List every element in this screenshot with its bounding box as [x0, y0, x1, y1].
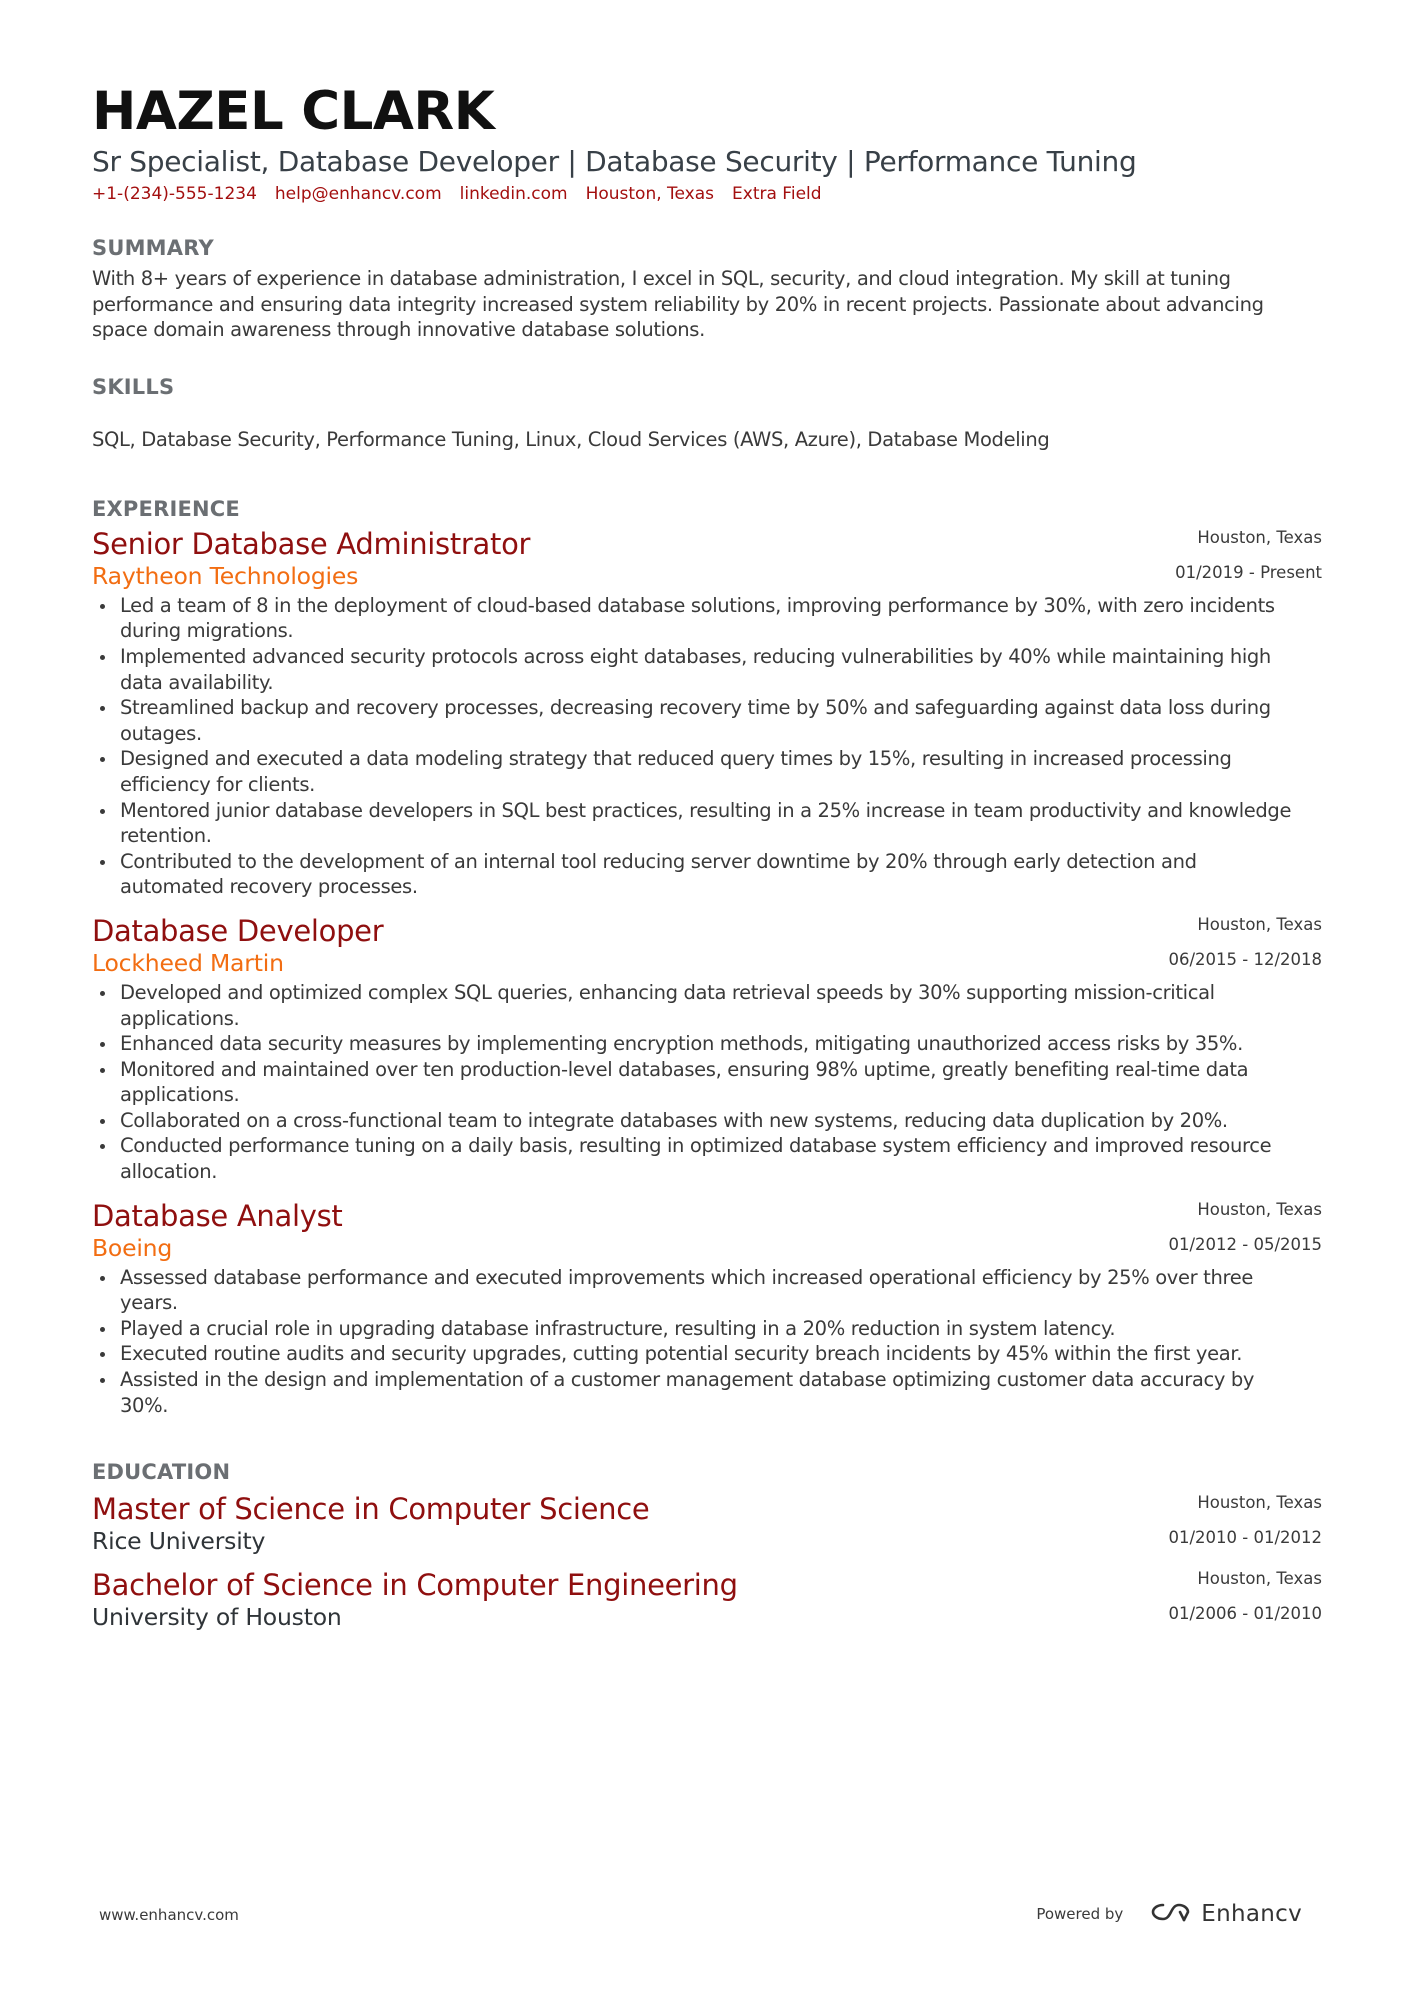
summary-text: With 8+ years of experience in database administration, I excel in SQL, security, and cloud integration. My skill at tuning performance and ensuring data integrity increased system reliability by 20% in recent projects. Passionate about advancing space domain awareness through innovative database solutions. [92, 267, 1264, 342]
education-entry [92, 1568, 1322, 1630]
job-period: 06/2015 - 12/2018 [1168, 949, 1322, 969]
job-bullet-list [92, 980, 1322, 1185]
job-title: Database Developer [92, 913, 384, 948]
job-bullet-list [92, 593, 1322, 900]
job-period: 01/2019 - Present [1175, 562, 1322, 582]
degree-title: Bachelor of Science in Computer Engineering [92, 1568, 738, 1603]
job-bullet: Contributed to the development of an internal tool reducing server downtime by 20% through early detection and automated recovery processes. [92, 849, 1322, 900]
experience-entry-header [92, 1199, 1322, 1265]
job-title: Database Analyst [92, 1198, 343, 1233]
company-name: Boeing [92, 1233, 173, 1262]
education-entry-header [92, 1568, 1322, 1630]
job-bullet: Implemented advanced security protocols across eight databases, reducing vulnerabilities by 40% while maintaining high data availability. [92, 644, 1322, 695]
candidate-headline: Sr Specialist, Database Developer | Database Security | Performance Tuning [92, 145, 1137, 178]
contact-phone[interactable]: +1-(234)-555-1234 [92, 184, 257, 204]
school-location: Houston, Texas [1197, 1569, 1322, 1589]
job-bullet-list [92, 1265, 1322, 1419]
powered-by-label: Powered by [1036, 1905, 1124, 1923]
job-bullet: Mentored junior database developers in SQL best practices, resulting in a 25% increase in team productivity and knowledge retention. [92, 798, 1322, 849]
candidate-name: HAZEL CLARK [92, 81, 495, 142]
job-bullet: Streamlined backup and recovery processes, decreasing recovery time by 50% and safeguarding against data loss during outages. [92, 695, 1322, 746]
education-entry [92, 1492, 1322, 1554]
contact-location: Houston, Texas [585, 184, 715, 204]
resume-page [92, 80, 1322, 1630]
job-bullet: Played a crucial role in upgrading database infrastructure, resulting in a 20% reduction in system latency. [92, 1316, 1322, 1342]
experience-section-title: EXPERIENCE [92, 496, 240, 521]
contact-bar [92, 182, 1322, 206]
school-name: Rice University [92, 1527, 266, 1556]
footer-website-link[interactable]: www.enhancv.com [99, 1906, 239, 1924]
job-bullet: Monitored and maintained over ten production-level databases, ensuring 98% uptime, greatly benefiting real-time data applications. [92, 1057, 1322, 1108]
school-name: University of Houston [92, 1603, 342, 1632]
contact-extra-field: Extra Field [732, 184, 822, 204]
experience-entry [92, 527, 1322, 900]
job-bullet: Assisted in the design and implementation of a customer management database optimizing customer data accuracy by 30%. [92, 1367, 1322, 1418]
experience-entry-header [92, 527, 1322, 593]
experience-entry [92, 1199, 1322, 1419]
job-location: Houston, Texas [1197, 1199, 1322, 1219]
education-entry-header [92, 1492, 1322, 1554]
company-name: Raytheon Technologies [92, 561, 359, 590]
job-bullet: Enhanced data security measures by implementing encryption methods, mitigating unauthorized access risks by 35%. [92, 1031, 1322, 1057]
job-bullet: Executed routine audits and security upgrades, cutting potential security breach incidents by 45% within the first year. [92, 1341, 1322, 1367]
enhancv-logo-icon [1149, 1900, 1193, 1928]
enhancv-brand-name: Enhancv [1201, 1901, 1302, 1927]
job-bullet: Collaborated on a cross-functional team to integrate databases with new systems, reducing data duplication by 20%. [92, 1108, 1322, 1134]
degree-title: Master of Science in Computer Science [92, 1492, 650, 1527]
contact-email[interactable]: help@enhancv.com [274, 184, 442, 204]
footer-branding [1036, 1896, 1302, 1932]
education-section-title: EDUCATION [92, 1460, 231, 1485]
enhancv-brand[interactable] [1149, 1899, 1302, 1929]
job-bullet: Assessed database performance and executed improvements which increased operational efficiency by 25% over three years. [92, 1265, 1322, 1316]
job-bullet: Developed and optimized complex SQL queries, enhancing data retrieval speeds by 30% supporting mission-critical applications. [92, 980, 1322, 1031]
study-period: 01/2006 - 01/2010 [1168, 1604, 1322, 1624]
job-bullet: Led a team of 8 in the deployment of cloud-based database solutions, improving performance by 30%, with zero incidents during migrations. [92, 593, 1322, 644]
skills-list: SQL, Database Security, Performance Tuning, Linux, Cloud Services (AWS, Azure), Database Modeling [92, 427, 1050, 451]
experience-entry-header [92, 914, 1322, 980]
job-period: 01/2012 - 05/2015 [1168, 1234, 1322, 1254]
skills-section-title: SKILLS [92, 374, 175, 399]
job-location: Houston, Texas [1197, 527, 1322, 547]
school-location: Houston, Texas [1197, 1493, 1322, 1513]
job-bullet: Designed and executed a data modeling strategy that reduced query times by 15%, resulting in increased processing efficiency for clients. [92, 746, 1322, 797]
job-title: Senior Database Administrator [92, 526, 531, 561]
company-name: Lockheed Martin [92, 948, 284, 977]
contact-linkedin[interactable]: linkedin.com [459, 184, 568, 204]
summary-section-title: SUMMARY [92, 236, 214, 260]
study-period: 01/2010 - 01/2012 [1168, 1528, 1322, 1548]
experience-entry [92, 914, 1322, 1185]
job-location: Houston, Texas [1197, 914, 1322, 934]
job-bullet: Conducted performance tuning on a daily basis, resulting in optimized database system efficiency and improved resource allocation. [92, 1133, 1322, 1184]
